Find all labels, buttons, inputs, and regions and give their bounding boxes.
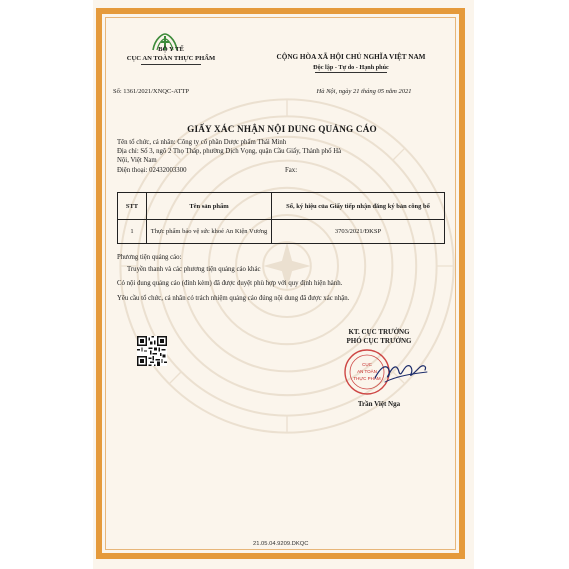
document-title: GIẤY XÁC NHẬN NỘI DUNG QUẢNG CÁO bbox=[187, 124, 377, 134]
fax-line: Fax: bbox=[285, 167, 298, 174]
certificate-page bbox=[93, 0, 474, 569]
signature-title-line-1: KT. CỤC TRƯỞNG bbox=[348, 328, 410, 336]
footer-code: 21.05.04.9209.DKQC bbox=[253, 541, 309, 547]
signature-title-line-2: PHÓ CỤC TRƯỞNG bbox=[346, 336, 412, 345]
phone-line: Điện thoại: 02432003300 bbox=[117, 167, 187, 174]
address-line-2: Nội, Việt Nam bbox=[117, 157, 157, 164]
row-product: Thực phẩm bảo vệ sức khoẻ An Kiện Vương bbox=[147, 220, 272, 244]
address-line-1: Địa chỉ: Số 3, ngõ 2 Thọ Tháp, phường Dịch Vọng, quận Cầu Giấy, Thành phố Hà bbox=[117, 148, 342, 155]
column-header-code: Số, ký hiệu của Giấy tiếp nhận đăng ký bản công bố bbox=[272, 193, 445, 220]
motto-underline bbox=[315, 72, 387, 73]
stamp-text-mid: AN TOÀN bbox=[357, 369, 377, 374]
requirement-note: Yêu cầu tổ chức, cá nhân có trách nhiệm quảng cáo đúng nội dung đã được xác nhận. bbox=[117, 295, 350, 302]
row-stt: 1 bbox=[118, 220, 147, 244]
approval-note: Có nội dung quảng cáo (đính kèm) đã được duyệt phù hợp với quy định hiện hành. bbox=[117, 280, 343, 287]
signer-name: Trần Việt Nga bbox=[357, 400, 401, 408]
media-label: Phương tiện quảng cáo: bbox=[117, 254, 182, 261]
agency-name: CỤC AN TOÀN THỰC PHẨM bbox=[126, 55, 216, 62]
agency-header bbox=[101, 46, 241, 65]
product-table bbox=[117, 192, 445, 244]
place-date: Hà Nội, ngày 21 tháng 05 năm 2021 bbox=[316, 88, 412, 95]
table-header-row bbox=[118, 193, 445, 220]
agency-underline bbox=[141, 64, 201, 65]
row-code: 3703/2021/ĐKSP bbox=[272, 220, 445, 244]
ministry-name: BỘ Y TẾ bbox=[158, 46, 184, 53]
column-header-product: Tên sản phẩm bbox=[147, 193, 272, 220]
signature-title bbox=[319, 328, 439, 345]
national-header bbox=[241, 53, 461, 73]
qr-code-icon bbox=[137, 336, 167, 366]
stamp-text-bottom: THỰC PHẨM bbox=[353, 376, 381, 381]
motto: Độc lập - Tự do - Hạnh phúc bbox=[313, 64, 389, 71]
media-value: Truyền thanh và các phương tiện quảng cáo khác bbox=[127, 266, 261, 273]
column-header-stt: STT bbox=[118, 193, 147, 220]
handwritten-signature bbox=[371, 356, 431, 386]
document-number: Số: 1361/2021/XNQC-ATTP bbox=[113, 88, 190, 95]
stamp-text-top: CỤC bbox=[362, 362, 372, 367]
country-name: CỘNG HÒA XÃ HỘI CHỦ NGHĨA VIỆT NAM bbox=[276, 53, 426, 61]
table-row bbox=[118, 220, 445, 244]
org-line: Tên tổ chức, cá nhân: Công ty cổ phần Dược phẩm Thái Minh bbox=[117, 139, 287, 146]
